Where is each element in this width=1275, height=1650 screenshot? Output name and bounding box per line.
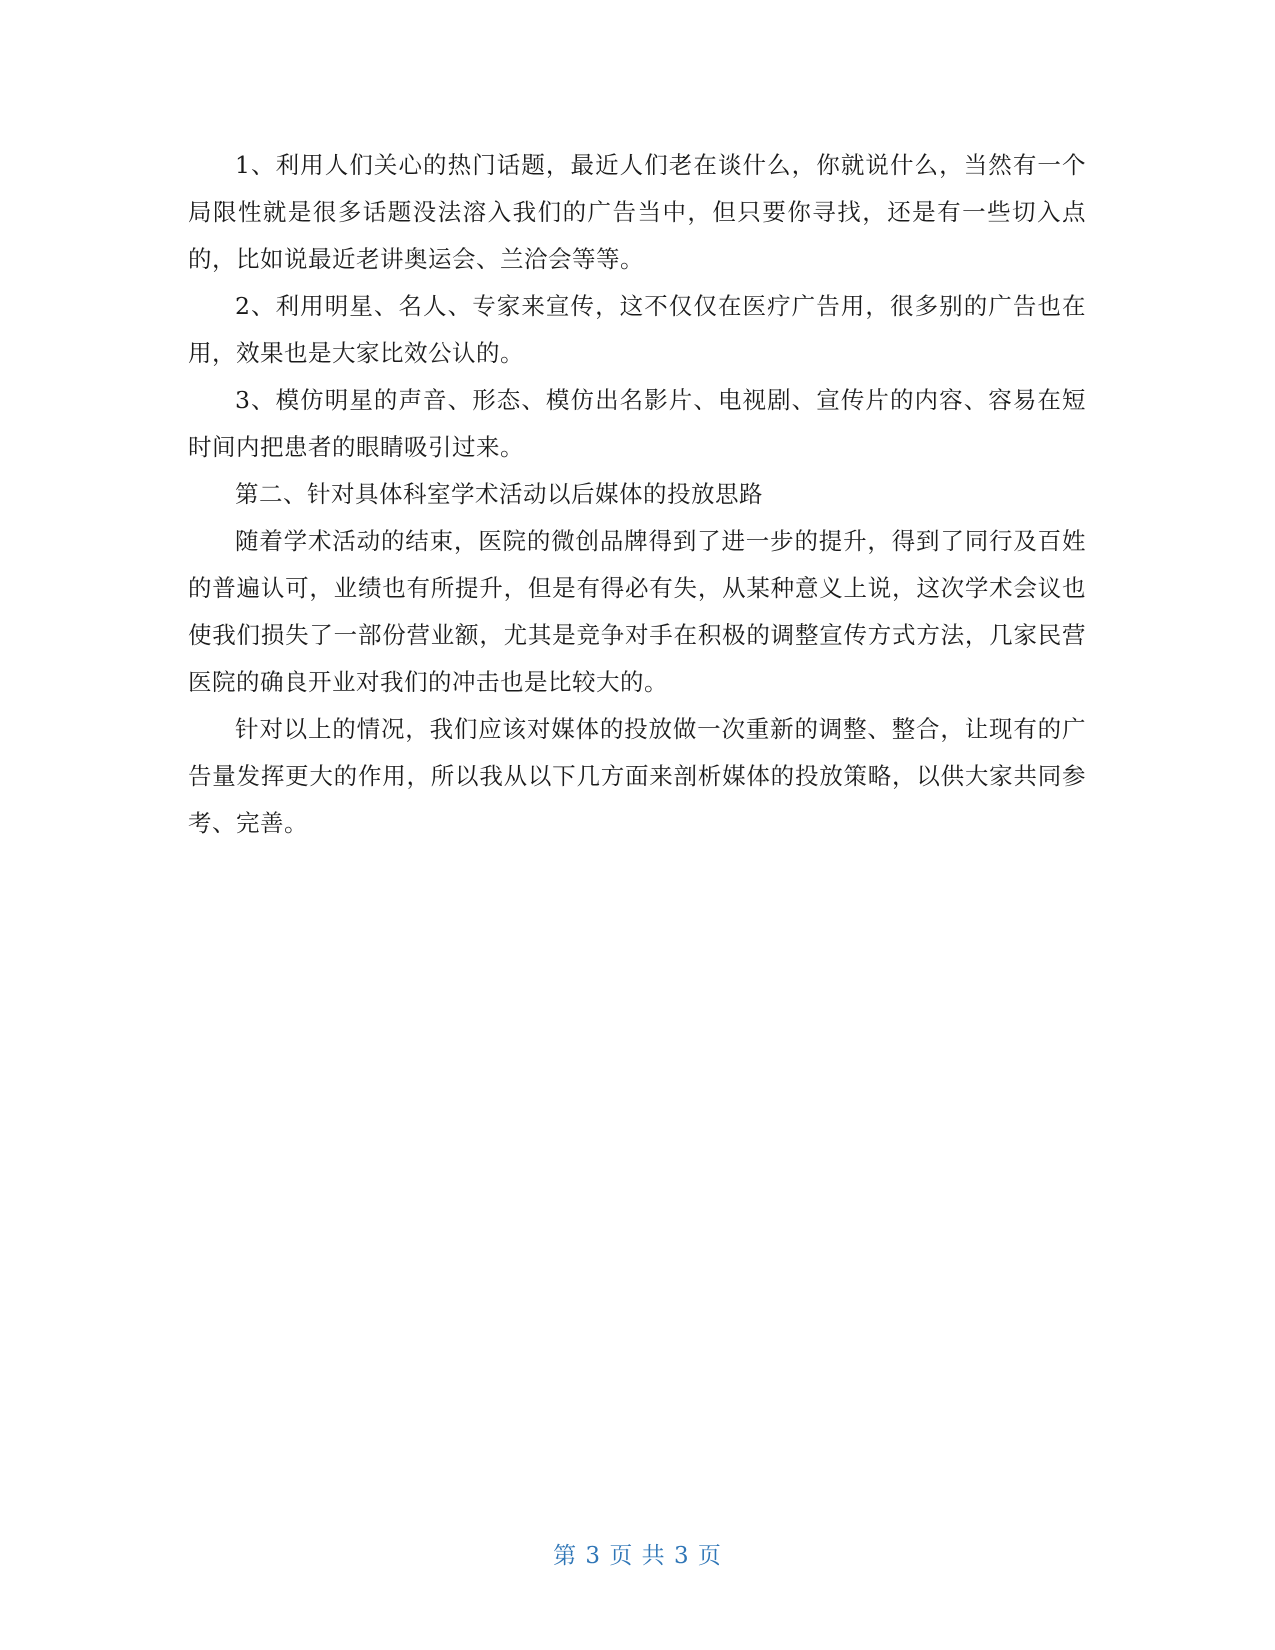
section-heading: 第二、针对具体科室学术活动以后媒体的投放思路 [235,480,763,508]
paragraph-point-2: 2、利用明星、名人、专家来宣传，这不仅仅在医疗广告用，很多别的广告也在用，效果也是大家比效公认的。 [188,292,1086,367]
paragraph-point-3: 3、模仿明星的声音、形态、模仿出名影片、电视剧、宣传片的内容、容易在短时间内把患者的眼睛吸引过来。 [188,386,1086,461]
page-footer [0,1537,1275,1570]
paragraph-situation: 随着学术活动的结束，医院的微创品牌得到了进一步的提升，得到了同行及百姓的普遍认可，业绩也有所提升，但是有得必有失，从某种意义上说，这次学术会议也使我们损失了一部份营业额，尤其是竞争对手在积极的调整宣传方式方法，几家民营医院的确良开业对我们的冲击也是比较大的。 [188,527,1086,696]
paragraph-point-1: 1、利用人们关心的热门话题，最近人们老在谈什么，你就说什么，当然有一个局限性就是很多话题没法溶入我们的广告当中，但只要你寻找，还是有一些切入点的，比如说最近老讲奥运会、兰洽会等等。 [188,151,1086,273]
paragraph-strategy: 针对以上的情况，我们应该对媒体的投放做一次重新的调整、整合，让现有的广告量发挥更大的作用，所以我从以下几方面来剖析媒体的投放策略，以供大家共同参考、完善。 [188,715,1086,837]
document-body [188,142,1086,847]
page-number-label: 第 3 页 共 3 页 [553,1543,722,1569]
